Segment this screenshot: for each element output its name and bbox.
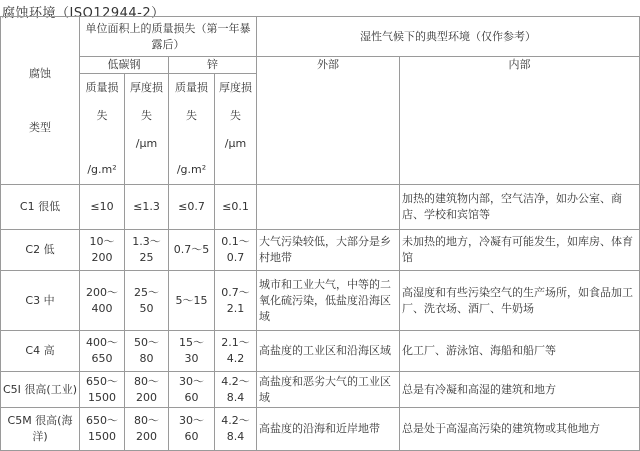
row-steel-mass — [80, 185, 125, 230]
value-line: 2.1 — [226, 301, 245, 315]
row-outdoor: 高盐度的工业区和沿海区域 — [257, 331, 400, 372]
row-indoor: 总是处于高湿高污染的建筑物或其他地方 — [400, 408, 640, 451]
row-zinc-thick — [215, 230, 257, 271]
row-steel-thick — [125, 230, 169, 271]
row-category: C1 很低 — [1, 185, 80, 230]
table-row — [1, 408, 640, 451]
row-outdoor — [257, 185, 400, 230]
value-line: 10～ — [89, 235, 115, 248]
value-line: ≤1.3 — [133, 200, 160, 213]
row-zinc-mass — [169, 372, 215, 408]
header-steel-thick-line3: /μm — [135, 137, 158, 150]
value-line: 0.7～5 — [173, 243, 210, 256]
row-zinc-thick — [215, 271, 257, 331]
row-zinc-mass — [169, 331, 215, 372]
value-line: 1500 — [88, 430, 116, 443]
header-steel-mass — [80, 74, 125, 185]
value-line: 0.7 — [226, 251, 245, 264]
header-steel-thick-line1: 厚度损 — [130, 81, 163, 94]
row-category: C2 低 — [1, 230, 80, 271]
row-steel-thick — [125, 408, 169, 451]
header-indoor: 内部 — [400, 57, 640, 185]
value-line: 1500 — [88, 390, 116, 404]
value-line: 2.1～ — [221, 336, 250, 349]
header-steel-thick — [125, 74, 169, 185]
value-line: 400～ — [86, 336, 118, 349]
header-zinc-thick-line2: 失 — [230, 109, 241, 122]
value-line: 80 — [139, 352, 154, 365]
header-steel-thick-line2: 失 — [141, 109, 152, 122]
value-line: 60 — [184, 430, 199, 443]
header-corrosion-type-line1: 腐蚀 — [29, 66, 51, 80]
value-line: 200 — [91, 251, 113, 264]
value-line: 200 — [136, 390, 157, 404]
header-zinc-thick — [215, 74, 257, 185]
row-indoor: 加热的建筑物内部，空气洁净，如办公室、商店、学校和宾馆等 — [400, 185, 640, 230]
header-steel-mass-line2: /g.m² — [87, 163, 117, 176]
header-outdoor: 外部 — [257, 57, 400, 185]
row-outdoor: 大气污染较低，大部分是乡村地带 — [257, 230, 400, 271]
header-zinc-mass — [169, 74, 215, 185]
table-row — [1, 372, 640, 408]
row-indoor: 总是有冷凝和高湿的建筑和地方 — [400, 372, 640, 408]
value-line: 30～ — [179, 414, 204, 427]
value-line: 0.7～ — [221, 285, 250, 299]
row-category: C5M 很高(海洋) — [1, 408, 80, 451]
value-line: 25 — [139, 251, 154, 264]
value-line: 50 — [139, 301, 154, 315]
row-steel-thick — [125, 271, 169, 331]
row-outdoor: 城市和工业大气，中等的二氧化硫污染，低盐度沿海区域 — [257, 271, 400, 331]
value-line: 25～ — [134, 285, 159, 299]
value-line: 80～ — [134, 414, 159, 427]
header-corrosion-type — [1, 17, 80, 185]
row-steel-mass — [80, 271, 125, 331]
row-zinc-mass — [169, 185, 215, 230]
row-indoor: 高湿度和有些污染空气的生产场所，如食品加工厂、洗衣场、酒厂、牛奶场 — [400, 271, 640, 331]
table-row — [1, 271, 640, 331]
value-line: 200～ — [86, 285, 118, 299]
row-zinc-thick — [215, 331, 257, 372]
row-zinc-thick — [215, 185, 257, 230]
row-zinc-mass — [169, 271, 215, 331]
row-indoor: 未加热的地方，冷凝有可能发生，如库房、体育馆 — [400, 230, 640, 271]
header-corrosion-type-line2: 类型 — [29, 120, 51, 134]
value-line: ≤0.7 — [178, 200, 205, 213]
header-mass-loss-group: 单位面积上的质量损失（第一年暴露后） — [80, 17, 257, 57]
value-line: 50～ — [134, 336, 159, 349]
value-line: 30 — [184, 352, 199, 365]
row-steel-thick — [125, 331, 169, 372]
value-line: 200 — [136, 430, 157, 443]
row-steel-mass — [80, 331, 125, 372]
row-outdoor: 高盐度的沿海和近岸地带 — [257, 408, 400, 451]
value-line: 400 — [91, 301, 113, 315]
value-line: 8.4 — [226, 430, 245, 443]
row-zinc-mass — [169, 230, 215, 271]
value-line: 4.2～ — [221, 414, 250, 427]
row-category: C4 高 — [1, 331, 80, 372]
row-steel-thick — [125, 185, 169, 230]
row-zinc-mass — [169, 408, 215, 451]
header-zinc-mass-line1: 质量损失 — [175, 81, 208, 122]
row-outdoor: 高盐度和恶劣大气的工业区域 — [257, 372, 400, 408]
value-line: 15～ — [179, 336, 204, 349]
value-line: 60 — [184, 390, 199, 404]
value-line: 650～ — [86, 414, 118, 427]
header-zinc: 锌 — [169, 57, 257, 74]
row-steel-mass — [80, 230, 125, 271]
page-title: 腐蚀环境（ISO12944-2） — [2, 6, 165, 21]
row-steel-mass — [80, 372, 125, 408]
row-steel-thick — [125, 372, 169, 408]
corrosion-table — [0, 16, 640, 451]
value-line: 8.4 — [226, 390, 245, 404]
value-line: 0.1～ — [221, 235, 250, 248]
header-env-group: 湿性气候下的典型环境（仅作参考） — [257, 17, 640, 57]
value-line: 5～15 — [175, 293, 208, 307]
row-indoor: 化工厂、游泳馆、海船和船厂等 — [400, 331, 640, 372]
header-zinc-thick-line1: 厚度损 — [219, 81, 252, 94]
header-zinc-thick-line3: /μm — [224, 137, 247, 150]
value-line: 80～ — [134, 374, 159, 388]
header-zinc-mass-line2: /g.m² — [176, 163, 207, 176]
value-line: ≤0.1 — [222, 200, 249, 213]
header-steel-mass-line1: 质量损失 — [85, 81, 119, 122]
row-category: C3 中 — [1, 271, 80, 331]
row-zinc-thick — [215, 372, 257, 408]
value-line: ≤10 — [90, 200, 114, 213]
value-line: 30～ — [179, 374, 204, 388]
value-line: 4.2～ — [221, 374, 250, 388]
row-zinc-thick — [215, 408, 257, 451]
value-line: 4.2 — [226, 352, 245, 365]
row-steel-mass — [80, 408, 125, 451]
value-line: 1.3～ — [132, 235, 161, 248]
table-row — [1, 230, 640, 271]
value-line: 650～ — [86, 374, 118, 388]
table-row — [1, 185, 640, 230]
table-row — [1, 331, 640, 372]
row-category: C5I 很高(工业) — [1, 372, 80, 408]
header-steel: 低碳钢 — [80, 57, 169, 74]
value-line: 650 — [91, 352, 113, 365]
